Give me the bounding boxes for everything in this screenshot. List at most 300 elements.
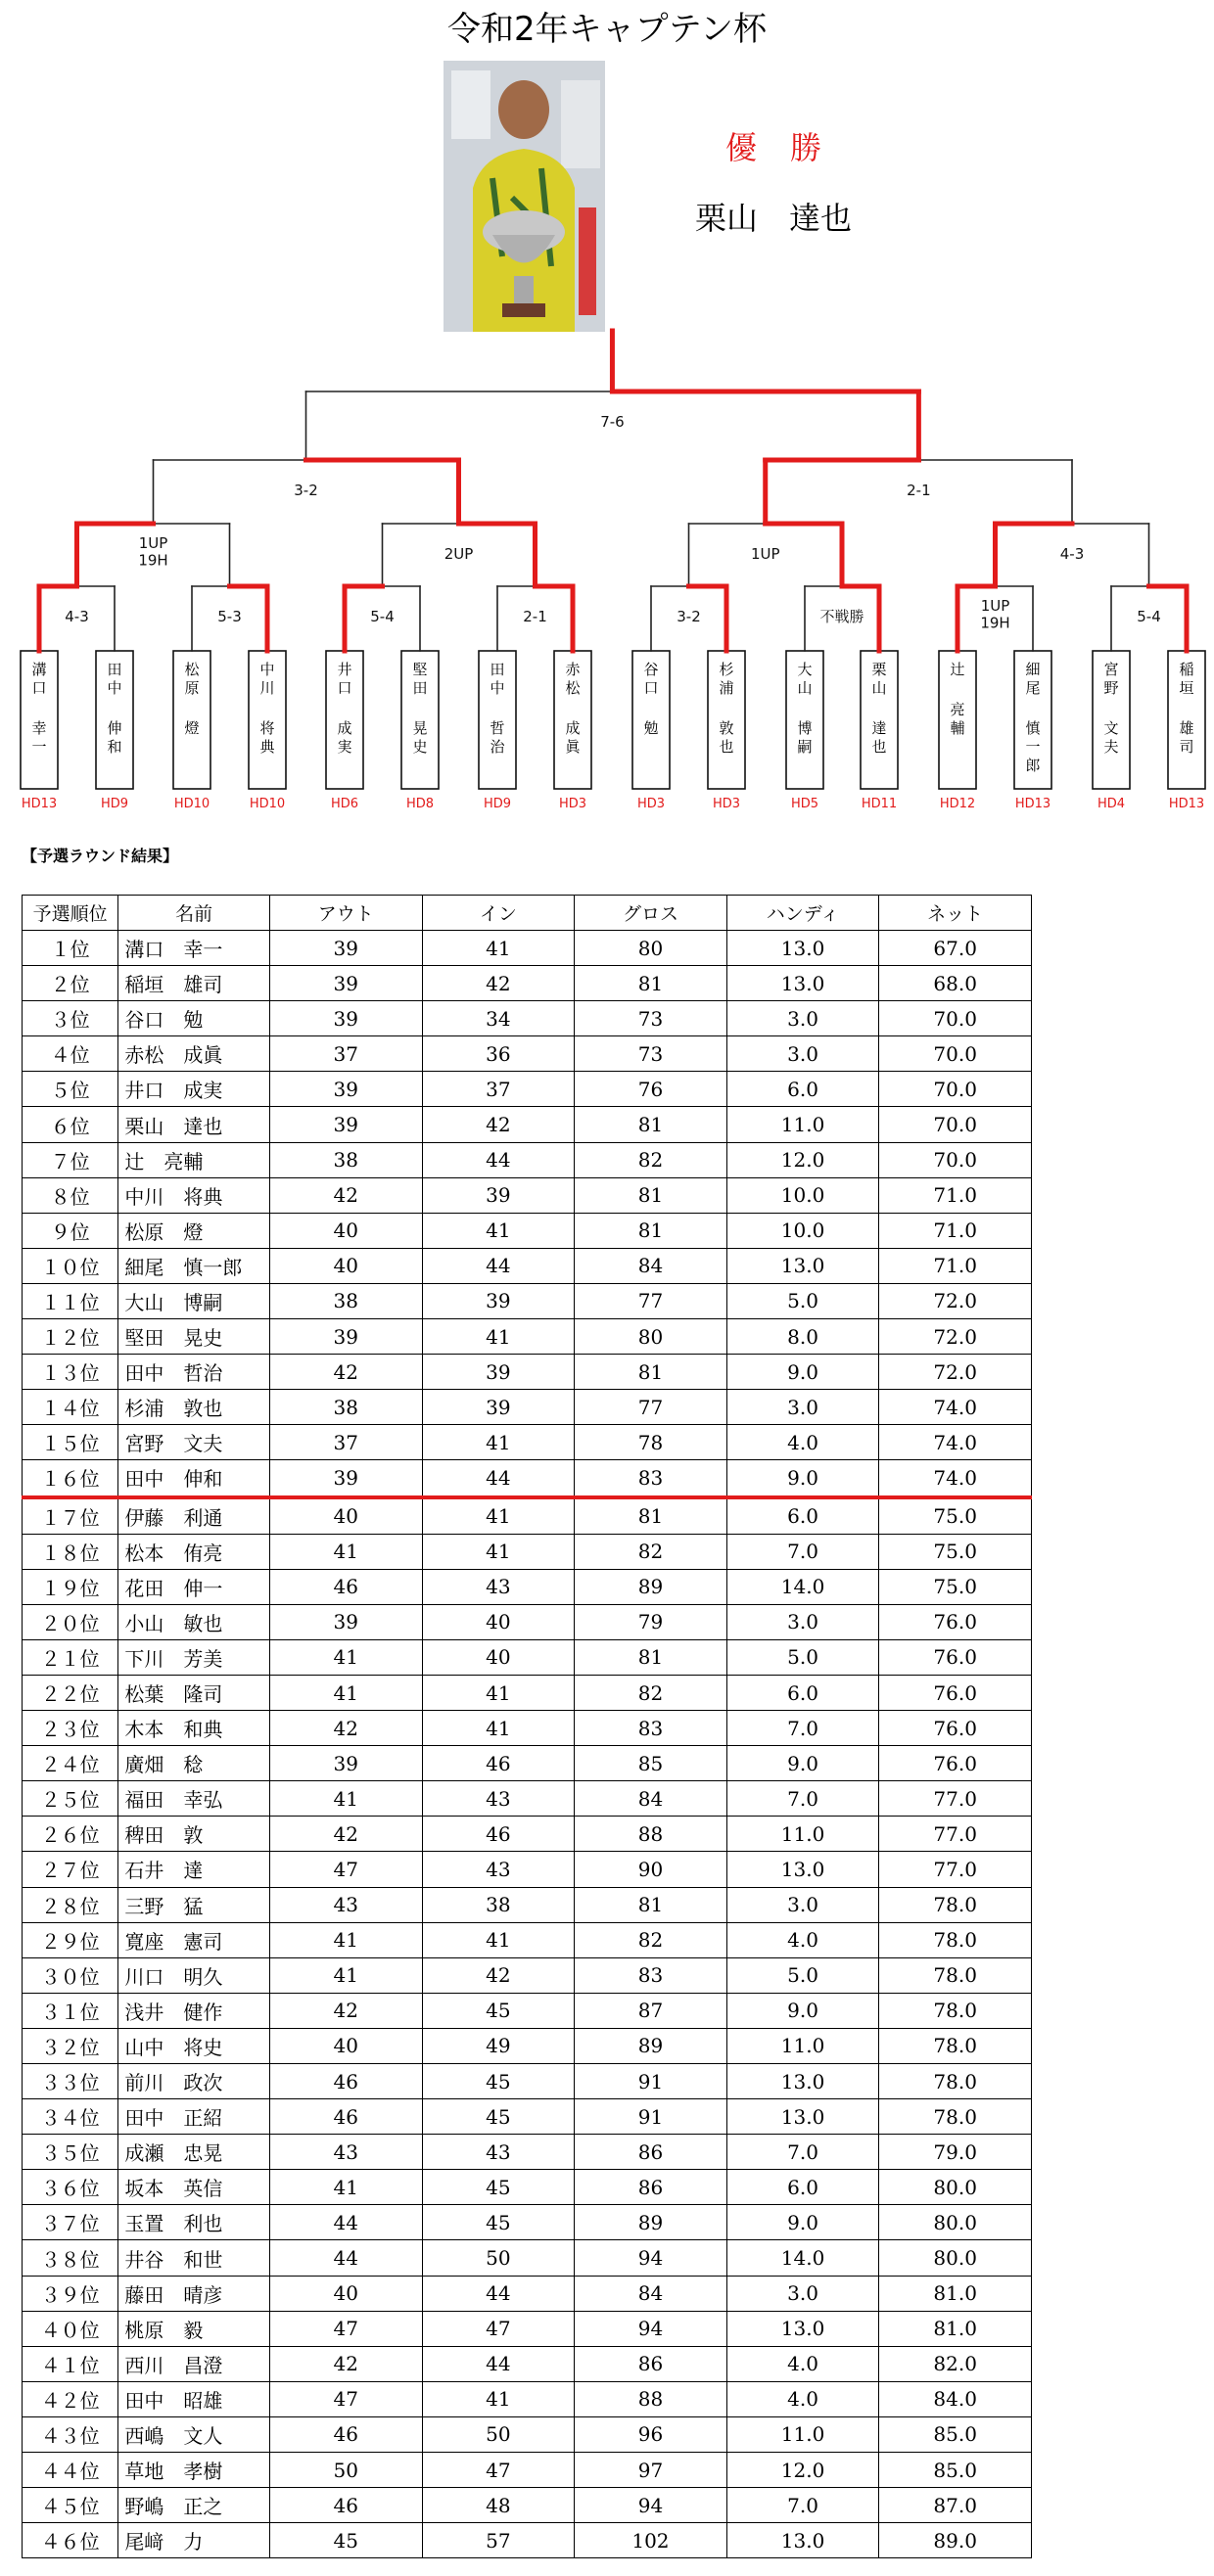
table-cell: 81: [575, 1639, 727, 1675]
match-score: 7-6: [600, 413, 625, 431]
table-row: [23, 1425, 1032, 1460]
table-cell: 78.0: [879, 2028, 1032, 2063]
player-name: 中川将典: [259, 661, 275, 756]
player-name-cell: 田中 昭雄: [118, 2381, 270, 2416]
player-name-cell: 桃原 毅: [118, 2311, 270, 2346]
table-row: [23, 1072, 1032, 1107]
table-cell: 83: [575, 1460, 727, 1497]
table-cell: 83: [575, 1957, 727, 1993]
table-cell: 76.0: [879, 1604, 1032, 1639]
table-cell: ３８位: [23, 2240, 118, 2276]
table-cell: 4.0: [726, 2346, 879, 2381]
table-cell: 14.0: [726, 2240, 879, 2276]
table-cell: ２６位: [23, 1817, 118, 1852]
table-cell: ３３位: [23, 2064, 118, 2099]
table-cell: 87: [575, 1993, 727, 2028]
table-cell: 82: [575, 1675, 727, 1710]
player-handicap: HD3: [712, 797, 741, 811]
table-row: [23, 1604, 1032, 1639]
player-name-cell: 廣畑 稔: [118, 1746, 270, 1781]
player-name-cell: 田中 伸和: [118, 1460, 270, 1497]
table-cell: 5.0: [726, 1639, 879, 1675]
table-cell: 81: [575, 1497, 727, 1535]
table-cell: 43: [269, 2135, 422, 2170]
table-cell: 72.0: [879, 1319, 1032, 1355]
table-cell: 44: [422, 1460, 575, 1497]
table-cell: 78: [575, 1425, 727, 1460]
table-cell: 81: [575, 1213, 727, 1248]
column-header: アウト: [269, 896, 422, 931]
player-name-cell: 野嶋 正之: [118, 2488, 270, 2523]
bracket-player: [249, 651, 286, 811]
table-cell: 42: [269, 1817, 422, 1852]
player-name-cell: 赤松 成眞: [118, 1036, 270, 1072]
player-handicap: HD3: [558, 797, 587, 811]
table-cell: 41: [269, 2170, 422, 2205]
table-row: [23, 1993, 1032, 2028]
table-cell: 82: [575, 1142, 727, 1177]
table-cell: 88: [575, 1817, 727, 1852]
table-cell: 73: [575, 1001, 727, 1036]
table-cell: 4.0: [726, 1922, 879, 1957]
table-row: [23, 2311, 1032, 2346]
table-cell: ２位: [23, 966, 118, 1001]
table-cell: １４位: [23, 1390, 118, 1425]
player-name-cell: 小山 敏也: [118, 1604, 270, 1639]
table-row: [23, 2523, 1032, 2558]
table-cell: ３４位: [23, 2099, 118, 2135]
table-cell: 44: [422, 2346, 575, 2381]
table-header-row: [23, 896, 1032, 931]
table-cell: 81.0: [879, 2311, 1032, 2346]
table-cell: 41: [269, 1534, 422, 1569]
table-cell: 50: [422, 2416, 575, 2452]
match-score: 3-2: [677, 608, 701, 625]
table-cell: 70.0: [879, 1001, 1032, 1036]
table-cell: 81: [575, 1177, 727, 1213]
table-cell: 81.0: [879, 2276, 1032, 2311]
table-cell: 72.0: [879, 1283, 1032, 1318]
table-cell: 44: [422, 2276, 575, 2311]
table-cell: 13.0: [726, 966, 879, 1001]
player-name-cell: 寛座 憲司: [118, 1922, 270, 1957]
table-cell: 4.0: [726, 1425, 879, 1460]
table-row: [23, 2205, 1032, 2240]
table-row: [23, 2135, 1032, 2170]
table-cell: 76.0: [879, 1675, 1032, 1710]
table-cell: 42: [269, 1993, 422, 2028]
table-cell: 38: [269, 1142, 422, 1177]
champion-label: 優勝: [724, 129, 855, 166]
match-score: 2UP: [444, 545, 474, 563]
table-row: [23, 931, 1032, 966]
player-name-cell: 西川 昌澄: [118, 2346, 270, 2381]
table-row: [23, 1355, 1032, 1390]
table-cell: 46: [422, 1746, 575, 1781]
table-row: [23, 1177, 1032, 1213]
table-cell: ７位: [23, 1142, 118, 1177]
table-cell: 88: [575, 2381, 727, 2416]
table-row: [23, 1390, 1032, 1425]
bracket-player: [708, 651, 745, 811]
bracket-player: [96, 651, 133, 811]
player-name-cell: 松葉 隆司: [118, 1675, 270, 1710]
table-cell: 41: [422, 1497, 575, 1535]
match-score: 1UP 19H: [138, 534, 168, 570]
table-row: [23, 1852, 1032, 1887]
table-cell: 84: [575, 2276, 727, 2311]
table-cell: 45: [269, 2523, 422, 2558]
table-row: [23, 1922, 1032, 1957]
player-name-cell: 細尾 慎一郎: [118, 1248, 270, 1283]
table-cell: ３７位: [23, 2205, 118, 2240]
player-handicap: HD5: [790, 797, 819, 811]
table-cell: 7.0: [726, 1781, 879, 1817]
table-cell: 71.0: [879, 1248, 1032, 1283]
table-cell: 78.0: [879, 1957, 1032, 1993]
table-cell: ５位: [23, 1072, 118, 1107]
table-cell: 68.0: [879, 966, 1032, 1001]
table-cell: 44: [422, 1142, 575, 1177]
table-cell: 76.0: [879, 1746, 1032, 1781]
table-cell: ３１位: [23, 1993, 118, 2028]
table-cell: 7.0: [726, 1534, 879, 1569]
table-cell: 80.0: [879, 2205, 1032, 2240]
player-name-cell: 井口 成実: [118, 1072, 270, 1107]
table-cell: ４６位: [23, 2523, 118, 2558]
table-cell: 80.0: [879, 2240, 1032, 2276]
bracket-player: [479, 651, 516, 811]
table-cell: ４４位: [23, 2453, 118, 2488]
match-score: 不戦勝: [819, 608, 864, 625]
tournament-bracket: [0, 323, 1214, 832]
table-cell: 71.0: [879, 1177, 1032, 1213]
table-cell: 40: [422, 1639, 575, 1675]
column-header: グロス: [575, 896, 727, 931]
table-cell: 13.0: [726, 2523, 879, 2558]
table-cell: ２７位: [23, 1852, 118, 1887]
table-cell: 41: [422, 1922, 575, 1957]
table-cell: 39: [422, 1355, 575, 1390]
table-cell: ２１位: [23, 1639, 118, 1675]
table-cell: 75.0: [879, 1497, 1032, 1535]
player-handicap: HD4: [1097, 797, 1126, 811]
table-cell: 80.0: [879, 2170, 1032, 2205]
table-cell: 87.0: [879, 2488, 1032, 2523]
table-cell: 9.0: [726, 2205, 879, 2240]
player-handicap: HD11: [861, 797, 898, 811]
player-name-cell: 福田 幸弘: [118, 1781, 270, 1817]
table-cell: 39: [269, 1107, 422, 1142]
table-cell: 82.0: [879, 2346, 1032, 2381]
player-name-cell: 溝口 幸一: [118, 931, 270, 966]
player-name-cell: 川口 明久: [118, 1957, 270, 1993]
player-name-cell: 伊藤 利通: [118, 1497, 270, 1535]
table-cell: 39: [422, 1390, 575, 1425]
player-name-cell: 木本 和典: [118, 1711, 270, 1746]
table-cell: 46: [269, 2099, 422, 2135]
table-row: [23, 1675, 1032, 1710]
table-cell: 9.0: [726, 1355, 879, 1390]
table-cell: 57: [422, 2523, 575, 2558]
table-cell: 81: [575, 1355, 727, 1390]
table-row: [23, 1711, 1032, 1746]
player-name-cell: 大山 博嗣: [118, 1283, 270, 1318]
table-cell: 13.0: [726, 2064, 879, 2099]
table-cell: 77: [575, 1390, 727, 1425]
table-row: [23, 2276, 1032, 2311]
player-handicap: HD13: [1014, 797, 1051, 811]
table-cell: 78.0: [879, 1887, 1032, 1922]
player-name-cell: 石井 達: [118, 1852, 270, 1887]
table-cell: 6.0: [726, 1675, 879, 1710]
table-cell: 5.0: [726, 1957, 879, 1993]
qualifying-results-table: [22, 895, 1032, 2558]
player-handicap: HD13: [1168, 797, 1205, 811]
player-handicap: HD10: [173, 797, 210, 811]
player-handicap: HD6: [330, 797, 359, 811]
table-row: [23, 2346, 1032, 2381]
column-header: ネット: [879, 896, 1032, 931]
match-score: 1UP 19H: [980, 597, 1010, 632]
player-name-cell: 下川 芳美: [118, 1639, 270, 1675]
champion-photo: [444, 61, 605, 332]
table-cell: 85: [575, 1746, 727, 1781]
table-row: [23, 1817, 1032, 1852]
player-name-cell: 草地 孝樹: [118, 2453, 270, 2488]
player-name-cell: 西嶋 文人: [118, 2416, 270, 2452]
player-name-cell: 谷口 勉: [118, 1001, 270, 1036]
player-name-cell: 田中 正紹: [118, 2099, 270, 2135]
table-cell: 46: [422, 1817, 575, 1852]
table-cell: ４位: [23, 1036, 118, 1072]
table-cell: 48: [422, 2488, 575, 2523]
table-cell: 41: [422, 1319, 575, 1355]
table-cell: ３９位: [23, 2276, 118, 2311]
table-cell: 4.0: [726, 2381, 879, 2416]
table-cell: 74.0: [879, 1390, 1032, 1425]
table-cell: 45: [422, 2205, 575, 2240]
player-name: 辻亮輔: [950, 661, 965, 737]
table-cell: 42: [269, 2346, 422, 2381]
table-cell: ３５位: [23, 2135, 118, 2170]
table-row: [23, 1460, 1032, 1497]
player-name-cell: 松原 燈: [118, 1213, 270, 1248]
table-cell: 47: [269, 2311, 422, 2346]
qualifying-section-title: 【予選ラウンド結果】: [22, 847, 179, 865]
table-cell: 94: [575, 2311, 727, 2346]
table-cell: 47: [422, 2311, 575, 2346]
table-cell: 50: [422, 2240, 575, 2276]
table-cell: 6.0: [726, 1072, 879, 1107]
table-cell: ３２位: [23, 2028, 118, 2063]
table-cell: 85.0: [879, 2416, 1032, 2452]
player-name-cell: 宮野 文夫: [118, 1425, 270, 1460]
table-cell: 44: [269, 2240, 422, 2276]
table-cell: 43: [422, 2135, 575, 2170]
bracket-player: [1168, 651, 1205, 811]
player-handicap: HD8: [405, 797, 435, 811]
table-cell: 41: [422, 1675, 575, 1710]
table-cell: 77.0: [879, 1781, 1032, 1817]
table-row: [23, 2240, 1032, 2276]
table-cell: 75.0: [879, 1534, 1032, 1569]
player-handicap: HD9: [483, 797, 512, 811]
table-cell: 41: [422, 1711, 575, 1746]
table-row: [23, 2416, 1032, 2452]
match-score: 5-4: [370, 608, 395, 625]
table-cell: 85.0: [879, 2453, 1032, 2488]
table-cell: 97: [575, 2453, 727, 2488]
table-cell: ４２位: [23, 2381, 118, 2416]
player-name-cell: 稗田 敦: [118, 1817, 270, 1852]
table-cell: 41: [422, 1213, 575, 1248]
table-cell: １９位: [23, 1569, 118, 1604]
table-cell: 37: [269, 1036, 422, 1072]
table-cell: 10.0: [726, 1213, 879, 1248]
table-cell: 34: [422, 1001, 575, 1036]
player-name-cell: 堅田 晃史: [118, 1319, 270, 1355]
table-cell: １６位: [23, 1460, 118, 1497]
bracket-player: [786, 651, 823, 811]
table-cell: 3.0: [726, 1887, 879, 1922]
player-name: 松原燈: [184, 661, 200, 737]
table-cell: ３０位: [23, 1957, 118, 1993]
player-name-cell: 前川 政次: [118, 2064, 270, 2099]
champion-name: 栗山 達也: [694, 200, 852, 237]
table-cell: 38: [269, 1390, 422, 1425]
table-cell: 39: [269, 1746, 422, 1781]
table-row: [23, 1142, 1032, 1177]
table-cell: 12.0: [726, 1142, 879, 1177]
player-name-cell: 三野 猛: [118, 1887, 270, 1922]
table-row: [23, 1746, 1032, 1781]
table-cell: 76: [575, 1072, 727, 1107]
table-cell: 45: [422, 2099, 575, 2135]
table-row: [23, 2170, 1032, 2205]
player-name-cell: 栗山 達也: [118, 1107, 270, 1142]
table-cell: 43: [269, 1887, 422, 1922]
table-cell: 6.0: [726, 1497, 879, 1535]
table-cell: １１位: [23, 1283, 118, 1318]
table-cell: 42: [422, 1957, 575, 1993]
table-row: [23, 966, 1032, 1001]
bracket-player: [554, 651, 591, 811]
table-cell: １３位: [23, 1355, 118, 1390]
table-row: [23, 1001, 1032, 1036]
table-cell: 3.0: [726, 2276, 879, 2311]
match-score: 5-3: [217, 608, 242, 625]
player-handicap: HD13: [21, 797, 58, 811]
table-cell: 9.0: [726, 1993, 879, 2028]
table-cell: 43: [422, 1569, 575, 1604]
table-row: [23, 1534, 1032, 1569]
table-cell: 89: [575, 1569, 727, 1604]
table-cell: ９位: [23, 1213, 118, 1248]
table-cell: 67.0: [879, 931, 1032, 966]
table-cell: 77: [575, 1283, 727, 1318]
table-cell: ２０位: [23, 1604, 118, 1639]
table-row: [23, 1036, 1032, 1072]
table-cell: ２４位: [23, 1746, 118, 1781]
player-name: 溝口幸一: [31, 661, 47, 756]
table-cell: 5.0: [726, 1283, 879, 1318]
table-row: [23, 1107, 1032, 1142]
table-row: [23, 1569, 1032, 1604]
table-cell: 13.0: [726, 2311, 879, 2346]
table-row: [23, 2064, 1032, 2099]
table-cell: 71.0: [879, 1213, 1032, 1248]
bracket-player: [1014, 651, 1051, 811]
bracket-player: [173, 651, 210, 811]
table-cell: ４５位: [23, 2488, 118, 2523]
table-cell: 83: [575, 1711, 727, 1746]
table-cell: 3.0: [726, 1001, 879, 1036]
table-row: [23, 1283, 1032, 1318]
match-score: 2-1: [523, 608, 547, 625]
player-name: 田中哲治: [490, 661, 505, 756]
table-row: [23, 2453, 1032, 2488]
table-cell: 11.0: [726, 2416, 879, 2452]
match-score: 2-1: [907, 482, 931, 499]
page-title: 令和2年キャプテン杯: [447, 10, 767, 49]
column-header: イン: [422, 896, 575, 931]
table-cell: １８位: [23, 1534, 118, 1569]
table-cell: ４１位: [23, 2346, 118, 2381]
player-handicap: HD12: [939, 797, 976, 811]
bracket-player: [861, 651, 898, 811]
table-cell: 73: [575, 1036, 727, 1072]
table-cell: 39: [269, 1460, 422, 1497]
player-name: 堅田晃史: [412, 661, 428, 756]
table-cell: 39: [269, 1604, 422, 1639]
table-cell: 76.0: [879, 1711, 1032, 1746]
table-cell: ６位: [23, 1107, 118, 1142]
table-cell: 45: [422, 2170, 575, 2205]
table-cell: 41: [269, 1957, 422, 1993]
table-row: [23, 2028, 1032, 2063]
table-cell: 10.0: [726, 1177, 879, 1213]
table-row: [23, 1248, 1032, 1283]
player-name-cell: 藤田 晴彦: [118, 2276, 270, 2311]
table-cell: 14.0: [726, 1569, 879, 1604]
table-cell: 94: [575, 2240, 727, 2276]
table-cell: 96: [575, 2416, 727, 2452]
table-cell: 13.0: [726, 1248, 879, 1283]
table-cell: 82: [575, 1534, 727, 1569]
table-row: [23, 1319, 1032, 1355]
table-cell: 47: [269, 1852, 422, 1887]
table-cell: 41: [269, 1639, 422, 1675]
table-cell: 3.0: [726, 1390, 879, 1425]
table-cell: 70.0: [879, 1107, 1032, 1142]
player-name-cell: 浅井 健作: [118, 1993, 270, 2028]
table-body: [23, 931, 1032, 2558]
table-cell: 42: [269, 1177, 422, 1213]
table-cell: 13.0: [726, 931, 879, 966]
table-cell: 79.0: [879, 2135, 1032, 2170]
player-name-cell: 花田 伸一: [118, 1569, 270, 1604]
table-cell: 46: [269, 2416, 422, 2452]
player-name-cell: 辻 亮輔: [118, 1142, 270, 1177]
table-cell: 41: [422, 2381, 575, 2416]
table-cell: 84: [575, 1781, 727, 1817]
table-cell: 72.0: [879, 1355, 1032, 1390]
table-cell: 78.0: [879, 2099, 1032, 2135]
table-cell: 41: [269, 1675, 422, 1710]
match-score: 1UP: [750, 545, 780, 563]
table-cell: 9.0: [726, 1746, 879, 1781]
